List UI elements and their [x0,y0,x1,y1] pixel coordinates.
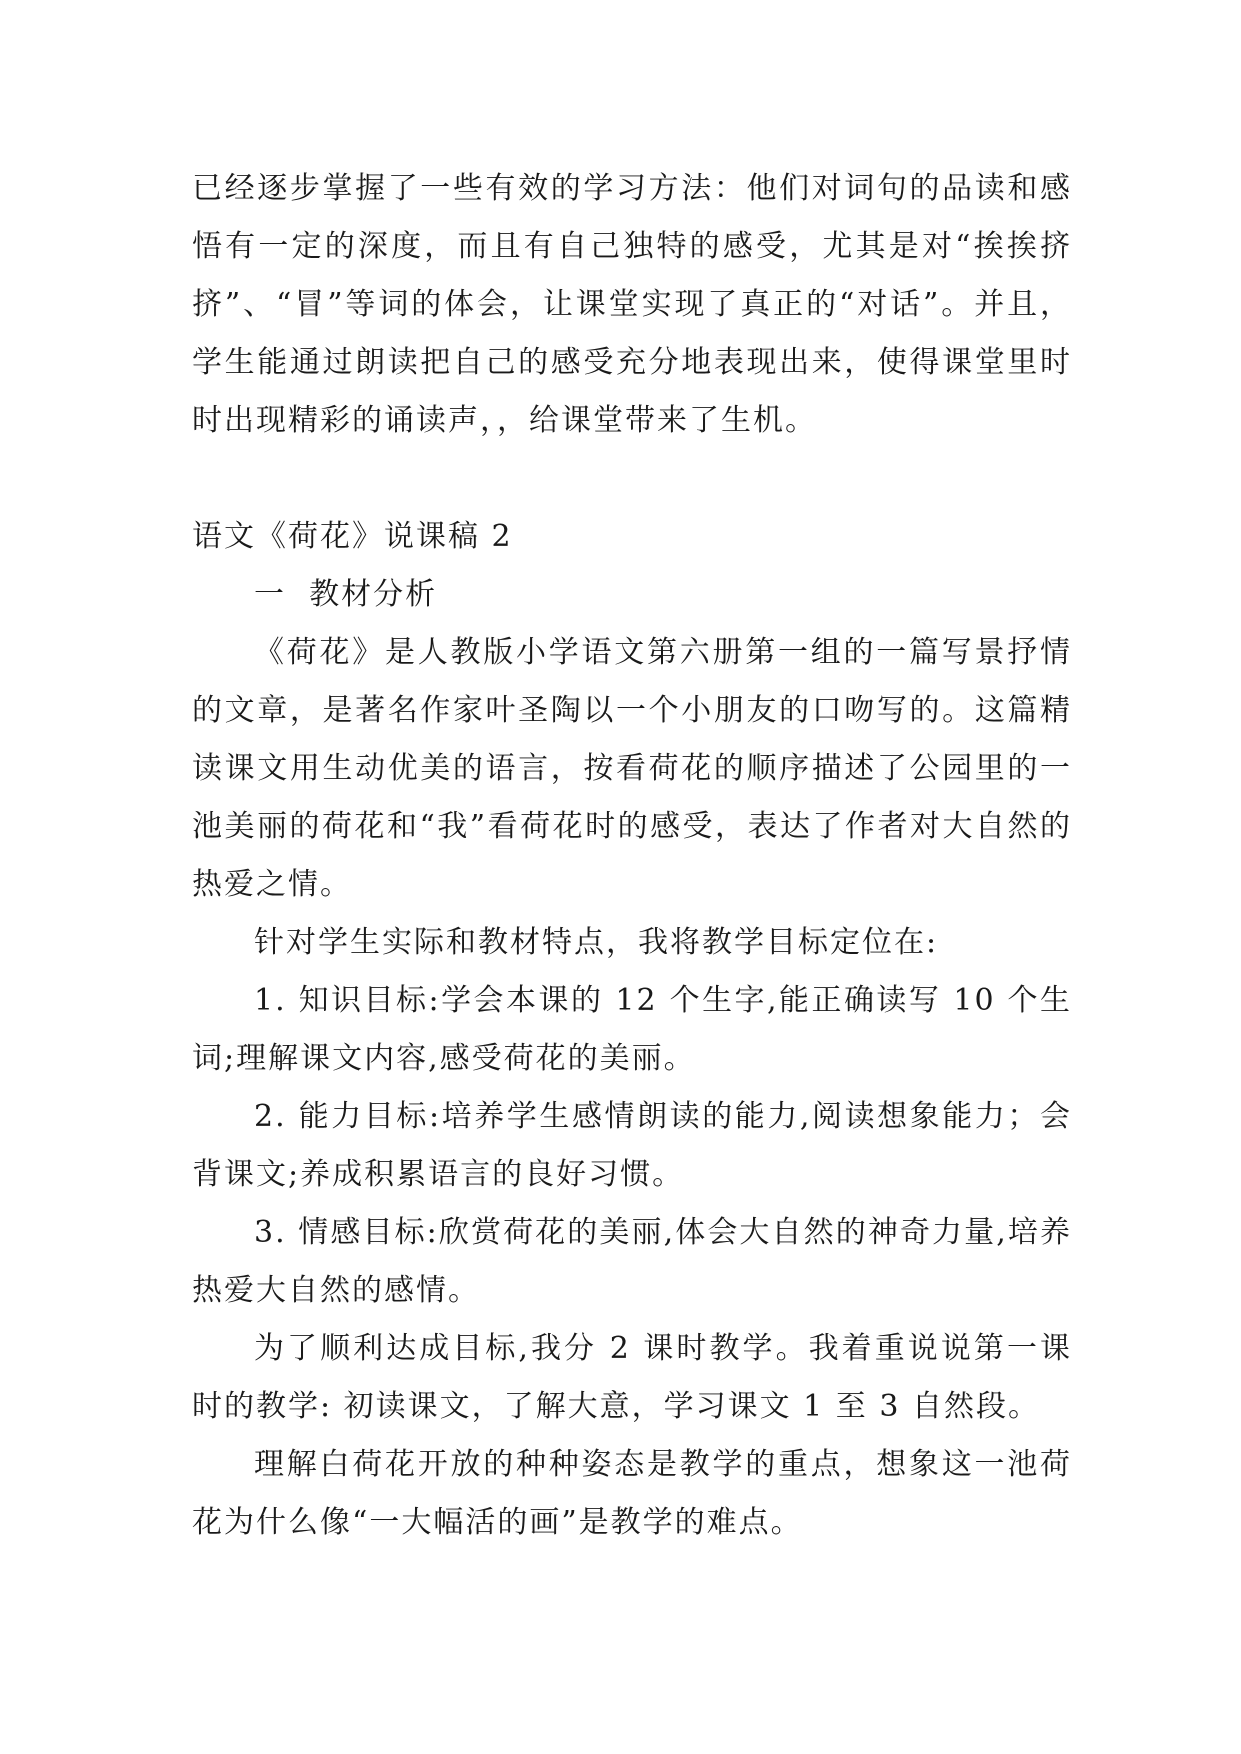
paragraph-textbook-description: 《荷花》是人教版小学语文第六册第一组的一篇写景抒情的文章，是著名作家叶圣陶以一个小朋友的口吻写的。这篇精读课文用生动优美的语言，按看荷花的顺序描述了公园里的一池美丽的荷花和“我”看荷花时的感受，表达了作者对大自然的热爱之情。 [192,635,1072,902]
paragraph-intro: 已经逐步掌握了一些有效的学习方法：他们对词句的品读和感悟有一定的深度，而且有自己独特的感受，尤其是对“挨挨挤挤”、“冒”等词的体会，让课堂实现了真正的“对话”。并且，学生能通过朗读把自己的感受充分地表现出来，使得课堂里时时出现精彩的诵读声，，给课堂带来了生机。 [192,171,1072,438]
paragraph-key-points: 理解白荷花开放的种种姿态是教学的重点，想象这一池荷花为什么像“一大幅活的画”是教学的难点。 [192,1447,1072,1540]
goal-ability: 2. 能力目标:培养学生感情朗读的能力,阅读想象能力；会背课文;养成积累语言的良好习惯。 [192,1099,1072,1192]
paragraph-goals-intro: 针对学生实际和教材特点，我将教学目标定位在: [254,925,939,960]
paragraph-lesson-plan: 为了顺利达成目标,我分 2 课时教学。我着重说说第一课时的教学: 初读课文，了解大意，学习课文 1 至 3 自然段。 [192,1331,1072,1424]
heading-textbook-analysis: 一 教材分析 [254,577,438,612]
document-body [192,160,1072,1552]
section-title: 语文《荷花》说课稿 2 [192,519,513,554]
goal-knowledge: 1. 知识目标:学会本课的 12 个生字,能正确读写 10 个生词;理解课文内容,感受荷花的美丽。 [192,983,1072,1076]
goal-emotion: 3. 情感目标:欣赏荷花的美丽,体会大自然的神奇力量,培养热爱大自然的感情。 [192,1215,1072,1308]
